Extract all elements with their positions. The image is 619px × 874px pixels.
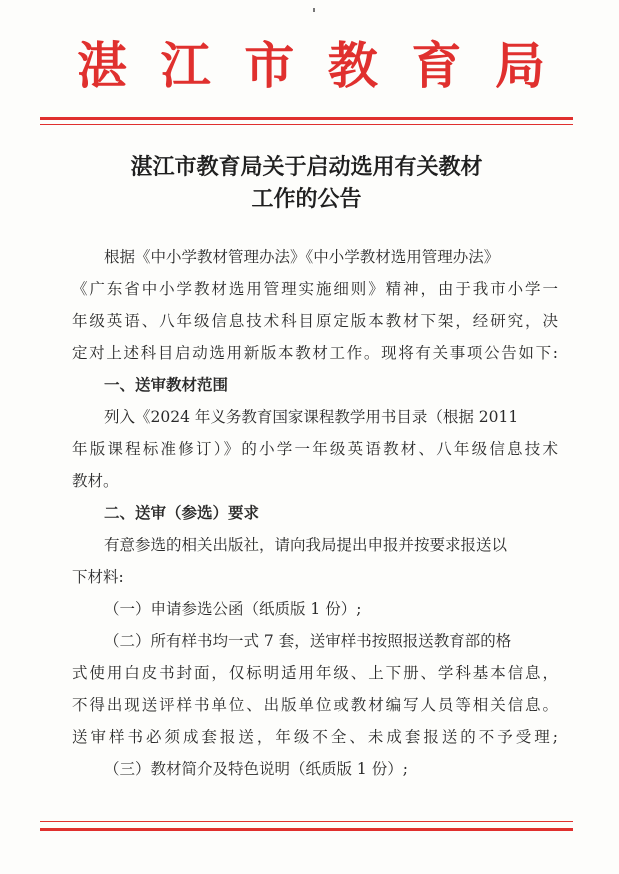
letterhead-char: 湛 <box>77 36 127 95</box>
paragraph-line: 送审样书必须成套报送，年级不全、未成套报送的不予受理; <box>72 728 558 746</box>
letterhead-char: 局 <box>494 36 545 95</box>
paragraph-line: 不得出现送评样书单位、出版单位或教材编写人员等相关信息。 <box>72 696 558 714</box>
section-heading-scope: 一、送审教材范围 <box>104 376 229 394</box>
paragraph-line: 定对上述科目启动选用新版本教材工作。现将有关事项公告如下: <box>72 344 558 362</box>
paragraph-line: 教材。 <box>72 472 119 490</box>
letterhead-title <box>72 36 550 96</box>
list-item-2: （二）所有样书均一式 7 套，送审样书按照报送教育部的格 <box>104 632 512 650</box>
scan-mark <box>313 8 315 12</box>
paragraph-line: 列入《2024 年义务教育国家课程教学用书目录（根据 2011 <box>104 408 519 426</box>
paragraph-line: 式使用白皮书封面，仅标明适用年级、上下册、学科基本信息， <box>72 664 558 682</box>
letterhead-char: 市 <box>244 36 295 95</box>
paragraph-line: 《广东省中小学教材选用管理实施细则》精神，由于我市小学一 <box>72 280 558 298</box>
letterhead-rule-thin <box>40 124 573 125</box>
list-item-1: （一）申请参选公函（纸质版 1 份）; <box>104 600 362 618</box>
footer-rule-thin <box>40 821 573 822</box>
list-item-3: （三）教材简介及特色说明（纸质版 1 份）; <box>104 760 408 778</box>
paragraph-line: 年级英语、八年级信息技术科目原定版本教材下架，经研究，决 <box>72 312 558 330</box>
paragraph-line: 有意参选的相关出版社，请向我局提出申报并按要求报送以 <box>104 536 508 554</box>
paragraph-line: 年版课程标准修订）》的小学一年级英语教材、八年级信息技术 <box>72 440 558 458</box>
paragraph-line: 根据《中小学教材管理办法》《中小学教材选用管理办法》 <box>104 248 500 266</box>
footer-rule-thick <box>40 828 573 831</box>
letterhead-char: 教 <box>327 36 378 95</box>
letterhead-rule-thick <box>40 117 573 120</box>
document-title-line-2: 工作的公告 <box>251 186 362 212</box>
section-heading-requirements: 二、送审（参选）要求 <box>104 504 260 522</box>
letterhead-char: 江 <box>160 36 211 95</box>
paragraph-line: 下材料: <box>72 568 124 586</box>
letterhead-char: 育 <box>411 36 462 95</box>
document-title-line-1: 湛江市教育局关于启动选用有关教材 <box>130 154 483 180</box>
